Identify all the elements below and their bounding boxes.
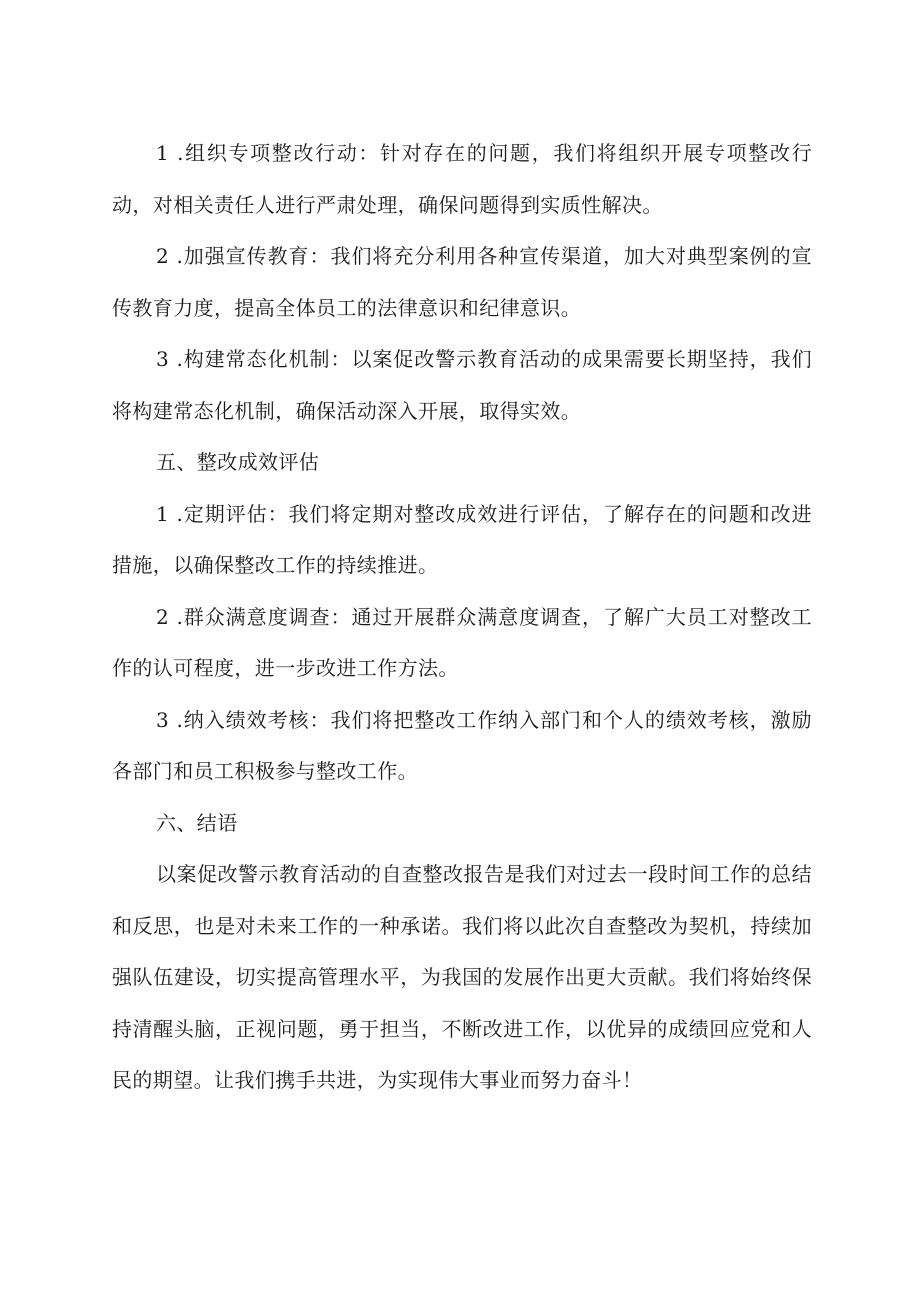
list-item-satisfaction-survey: 2 .群众满意度调查：通过开展群众满意度调查，了解广大员工对整改工作的认可程度，进一步改进工作方法。 — [112, 604, 812, 680]
list-item-regular-evaluation: 1 .定期评估：我们将定期对整改成效进行评估，了解存在的问题和改进措施，以确保整改工作的持续推进。 — [112, 501, 812, 577]
list-item-performance-assessment: 3 .纳入绩效考核：我们将把整改工作纳入部门和个人的绩效考核，激励各部门和员工积极参与整改工作。 — [112, 707, 812, 783]
document-body — [112, 128, 812, 1107]
conclusion-paragraph: 以案促改警示教育活动的自查整改报告是我们对过去一段时间工作的总结和反思，也是对未来工作的一种承诺。我们将以此次自查整改为契机，持续加强队伍建设，切实提高管理水平，为我国的发展作出更大贡献。我们将始终保持清醒头脑，正视问题，勇于担当，不断改进工作，以优异的成绩回应党和人民的期望。让我们携手共进，为实现伟大事业而努力奋斗！ — [112, 862, 812, 1092]
section-heading-conclusion: 六、结语 — [156, 810, 238, 835]
section-heading-evaluation: 五、整改成效评估 — [156, 450, 320, 474]
list-item-normalized-mechanism: 3 .构建常态化机制：以案促改警示教育活动的成果需要长期坚持，我们将构建常态化机制，确保活动深入开展，取得实效。 — [112, 347, 812, 423]
list-item-publicity-education: 2 .加强宣传教育：我们将充分利用各种宣传渠道，加大对典型案例的宣传教育力度，提高全体员工的法律意识和纪律意识。 — [112, 244, 812, 320]
list-item-organize-rectification: 1 .组织专项整改行动：针对存在的问题，我们将组织开展专项整改行动，对相关责任人进行严肃处理，确保问题得到实质性解决。 — [112, 141, 812, 217]
